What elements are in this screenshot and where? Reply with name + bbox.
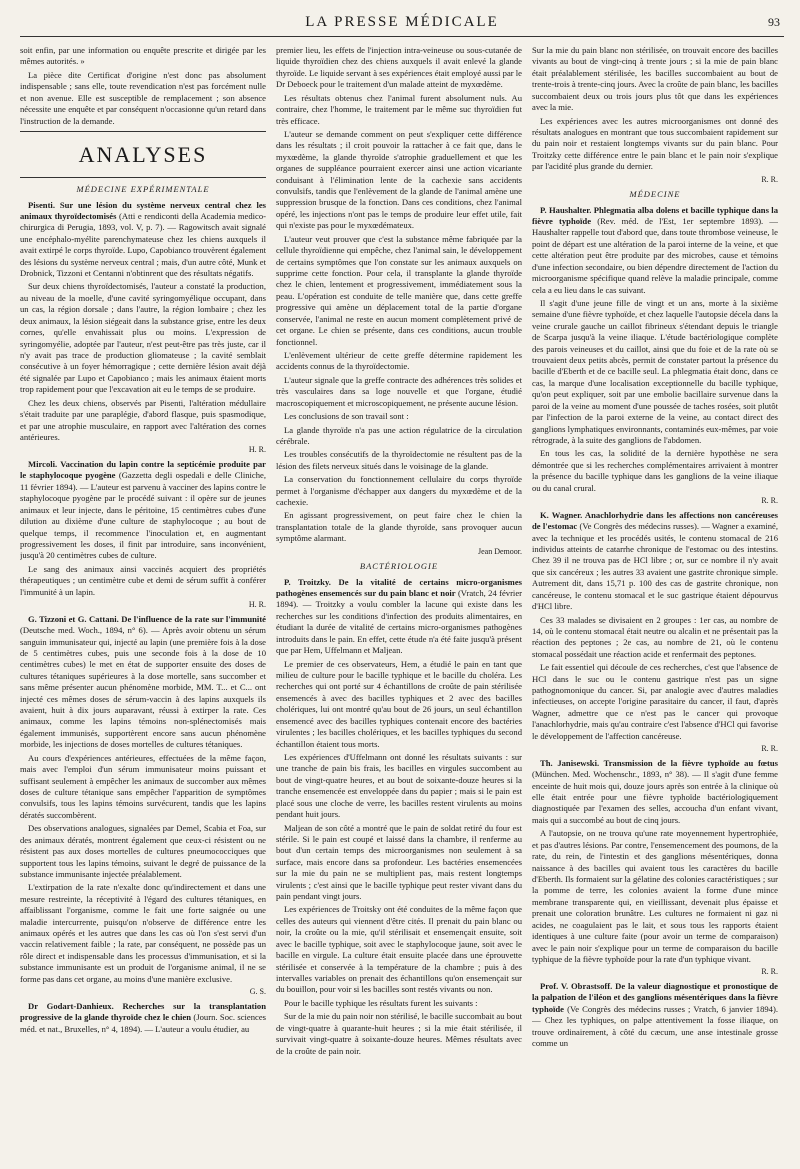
paragraph: Il s'agit d'une jeune fille de vingt et un ans, morte à la sixième semaine d'une fièvre typhoïde, et chez laquelle l'autopsie décela dans la veine crurale gauche un caillot fibrineux s'étendant depuis le triangle de Scarpa jusqu'à la veine iliaque. L'étude bactériologique complète des parois veineuses et du caillot, ainsi que du foie et de la rate où se trouvaient deux petits abcès, permit de constater partout la présence du bacille d'Eberth et de ce bacille seul. La phlegmatia était donc, dans ce cas, la marque d'une localisation exceptionnelle du bacille typhique, qu'on peut expliquer, soit par une embolie bacillaire survenue dans la paroi de la veine au moment d'une poussée de taches rosées, soit plutôt par l'infection de la paroi externe de la veine, au contact direct des ganglions lymphatiques environnants, contaminés eux-mêmes, par voie rétrograde, à la suite des ganglions de l'abdomen. [532, 297, 778, 445]
paragraph: Les résultats obtenus chez l'animal furent absolument nuls. Au contraire, chez l'homme, le traitement par le même suc thyroïdien fut très efficace. [276, 92, 522, 126]
paragraph: L'extirpation de la rate n'exalte donc qu'indirectement et dans une mesure restreinte, la réceptivité à l'égard des cultures tétaniques, en affaiblissant l'organisme, comme le fait une forte saignée ou une maladie intercurrente, puisqu'on n'observe de différence entre les animaux opérés et les autres que dans les cas où l'on s'est servi d'un vaccin relativement faible ; la rate, par conséquent, ne possède pas un rôle direct et indispensable dans les processus d'immunisation, et si la substance immunisante est un produit de l'organisme animal, il ne se forme pas dans cet organe, au moins d'une manière exclusive. [20, 882, 266, 984]
entry-title: G. Tizzoni et G. Cattani. De l'influence de la rate sur l'immunité [28, 613, 266, 624]
section-heading: MÉDECINE [629, 189, 681, 200]
paragraph: La conservation du fonctionnement cellulaire du corps thyroïde permet à l'organisme d'échapper aux dangers du myxœdème et de la cachexie. [276, 474, 522, 508]
analyses-heading: ANALYSES [20, 131, 266, 178]
paragraph: Sur deux chiens thyroïdectomisés, l'auteur a constaté la production, au niveau de la moelle, d'une cavité syringomyélique occupant, dans un cas, la région dorsale ; dans l'autre, la région lombaire ; chez les deux animaux, la lésion siégeait dans la substance grise, entre les deux cornes, qu'elle envahissait plus ou moins. L'expression de syringomyélie, adoptée par l'auteur, n'est peut-être pas très juste, car il n'y avait pas trace de production gliomateuse ; la cavité semblait consécutive à un foyer hémorragique ; cette dernière lésion avait déjà été signalée par Lupo et Capobianco ; mais les animaux étaient morts trop rapidement pour que l'excavation ait eu le temps de se produire. [20, 281, 266, 395]
paragraph: La glande thyroïde n'a pas une action régulatrice de la circulation cérébrale. [276, 424, 522, 446]
entry-body: (Ve Congrès des médecins russes ; Vratch, 6 janvier 1894). — Chez les typhiques, on palpe attentivement la fosse iliaque, on trouve ordinairement, à côté du cæcum, une anse intestinale grosse comme un [532, 1003, 778, 1049]
paragraph: Pour le bacille typhique les résultats furent les suivants : [284, 997, 478, 1008]
page-number: 93 [768, 15, 780, 29]
paragraph: L'auteur se demande comment on peut s'expliquer cette différence dans les résultats ; il croit pouvoir la rattacher à ce fait que, dans le myxœdème, la glande thyroïde s'atrophie graduellement et que les organes de suppléance pourraient exercer ainsi une action vicariante conduisant à l'élimination lente de la cachexie sans accidents convulsifs, tandis que l'enlèvement de la glande de l'animal amène une suppression brusque de la fonction. Dans ces conditions, chez l'animal opéré, les injections n'ont pas le temps de produire leur effet utile, fait qui n'existe pas pour le myxœdémateux. [276, 128, 522, 231]
paragraph: Le fait essentiel qui découle de ces recherches, c'est que l'absence de HCl dans le suc ou le contenu gastrique n'est pas un signe pathognomonique du cancer. Si, par analogie avec d'autres maladies infectieuses, on accepte l'origine parasitaire du cancer, il faut, d'après Wagner, admettre que ce n'est pas le cancer qui provoque l'anachlorhydrie, mais qu'au contraire c'est l'absence d'HCl qui favorise le développement de l'affection cancéreuse. [532, 662, 778, 741]
section-heading: MÉDECINE EXPÉRIMENTALE [76, 184, 210, 195]
signature: R. R. [761, 496, 778, 506]
paragraph: soit enfin, par une information ou enquête prescrite et dirigée par les mêmes autorités. » [20, 45, 266, 67]
entry-body: (München. Med. Wochenschr., 1893, n° 38). — Il s'agit d'une femme enceinte de huit mois qui, douze jours après son entrée à la clinique où elle était entrée pour une fièvre typhoïde bactériologiquement diagnostiquée par l'examen des selles, accoucha d'un enfant vivant, mais qui a succombé au bout de cinq jours. [532, 769, 778, 825]
entry-body: (Vratch, 24 février 1894). — Troitzky a voulu combler la lacune qui existe dans les recherches sur les conditions d'infection des produits alimentaires, en étudiant la durée de vitalité de certains micro-organismes pathogènes introduits dans le pain. En effet, cette étude n'a été faite jusqu'à présent que par Hem, Uffelmann et Maljean. [276, 588, 522, 656]
paragraph: En tous les cas, la solidité de la dernière hypothèse ne sera démontrée que si les recherches complémentaires arrivaient à montrer la présence du bacille typhique dans les ganglions de la veine iliaque ou du canal crural. [532, 448, 778, 493]
entry-title: Dr Godart-Danhieux. Recherches sur la transplantation progressive de la glande thyroïde chez le chien [20, 1000, 266, 1023]
paragraph: A l'autopsie, on ne trouva qu'une rate moyennement hypertrophiée, et pas d'autres lésions. Par contre, l'ensemencement des poumons, de la rate, du rein, de l'intestin et des ganglions mésentériques, donna naissance à des bacilles qui avaient tous les caractères du bacille d'Eberth. Ils formaient sur la gélatine des colonies caractéristiques ; sur la pomme de terre, les colonies avaient la forme d'une mince membrane transparente qui, en vieillissant, devenait plus épaisse et prenait une coloration brunâtre. Les cultures ne formaient ni gaz ni acides, ne coagulaient pas le lait, et sous tous les rapports étaient identiques à une culture faite (pour avoir un terme de comparaison) avec le pain noir s'explique pour un terme de comparaison du bacille typhique de la fièvre typhoïde pour la rate d'un typhique vivant. [532, 828, 778, 964]
entry-title: Pisenti. Sur une lésion du système nerveux central chez les animaux thyroïdectomisés [20, 199, 266, 221]
paragraph: Sur la mie du pain blanc non stérilisée, on trouvait encore des bacilles vivants au bout de vingt-cinq à trente jours ; si la mie de pain blanc était préalablement stérilisée, les bacilles succombaient au bout de trente-trois à trente-cinq jours. Avec la croûte de pain blanc, les bacilles succombaient deux ou trois jours plus tôt que dans les expériences avec la mie. [532, 45, 778, 113]
paragraph: Le sang des animaux ainsi vaccinés acquiert des propriétés thérapeutiques ; un centimètre cube et demi de sérum suffit à conférer l'immunité à un lapin. [20, 563, 266, 597]
paragraph: Au cours d'expériences antérieures, effectuées de la même façon, mais avec l'emploi d'un sérum immunisateur moins puissant et suffisant seulement à empêcher les animaux de succomber aux mêmes doses de culture tétanique sans empêcher l'apparition de symptômes convulsifs, tous les lapins témoins survécurent, tandis que les lapins dératés succombèrent. [20, 752, 266, 820]
publication-title: LA PRESSE MÉDICALE [305, 14, 499, 30]
paragraph: La pièce dite Certificat d'origine n'est donc pas absolument indispensable ; sans elle, toute revendication n'est pas forcément nulle et non avenue. Elle est susceptible de remplacement ; son absence nécessite une enquête et par conséquent n'occasionne qu'un retard dans l'instruction de la demande. [20, 69, 266, 126]
entry-title: P. Haushalter. Phlegmatia alba dolens et bacille typhique dans la fièvre typhoïde [532, 204, 778, 226]
paragraph: premier lieu, les effets de l'injection intra-veineuse ou sous-cutanée de liquide thyroïdien chez des chiens auxquels il avait enlevé la glande thyroïde. Le liquide servant à ses expériences était employé aussi par le Dr Deboeck pour le traitement d'un malade atteint de myxœdème. [276, 45, 522, 90]
entry-title: Prof. V. Obrastsoff. De la valeur diagnostique et pronostique de la palpation de l'iléon et des ganglions mésentériques dans la fièvre typhoïde [532, 981, 778, 1014]
entry-body: (Rev. méd. de l'Est, 1er septembre 1893). — Haushalter rappelle tout d'abord que, dans toute thrombose veineuse, le point de départ est une altération de la paroi interne de la veine, et que cette altération peut être produite par des microbes, cause et témoins d'une infection secondaire, ou bien dépendre directement de l'action du microorganisme spécifique quand relève la maladie principale, comme cela a eu lieu dans le cas suivant. [532, 215, 778, 295]
columns [20, 45, 784, 1165]
paragraph: Ces 33 malades se divisaient en 2 groupes : 1er cas, au nombre de 14, où le contenu stomacal était neutre ou alcalin et ne présentait pas la réaction des peptones ; 2e cas, au nombre de 21, où le contenu stomacal possédait une réaction acide et renfermait des peptones. [532, 614, 778, 659]
paragraph: Les expériences de Troitsky ont été conduites de la même façon que celles des auteurs qui viennent d'être cités. Il prenait du pain blanc ou noir, la croûte ou la mie, qu'il stérilisait et ensemençait ensuite, soit avec le bacille typhique, soit avec le staphylocoque jaune, soit avec le bacille en virgule. La culture était ensuite placée dans une éprouvette stérilisée et conservée à la température de la chambre ; puis à des intervalles variables on prenait des échantillons qu'on ensemençait sur du bouillon, pour voir si les bacilles sont restés vivants ou non. [276, 904, 522, 995]
column-3 [532, 45, 778, 1165]
paragraph: L'auteur signale que la greffe contracte des adhérences très solides et très vasculaires dans sa loge nouvelle et que l'organe, étudié macroscopiquement et microscopiquement, ne présente aucune lésion. [276, 374, 522, 408]
signature: R. R. [761, 744, 778, 754]
signature: G. S. [249, 987, 266, 997]
entry-title: Th. Janisewski. Transmission de la fièvre typhoïde au fœtus [540, 757, 778, 768]
paragraph: Les troubles consécutifs de la thyroïdectomie ne résultent pas de la lésion des filets nerveux situés dans le voisinage de la glande. [276, 449, 522, 471]
column-1 [20, 45, 266, 1165]
paragraph: Le premier de ces observateurs, Hem, a étudié le pain en tant que milieu de culture pour le bacille typhique et le bacille du choléra. Les recherches qui ont porté sur 4 échantillons de croûte de pain stérilisée ensemencés à avec des bacilles typhiques et 2 avec des bacilles cholériques, lui ont montré qu'au bout de 26 jours, un seul échantillon ensemencé avec des bacilles typhiques contenait encore des bactéries virulentes ; les bacilles cholériques, et les bacilles typhiques du second échantillon étaient tous morts. [276, 658, 522, 749]
paragraph: Les expériences avec les autres microorganismes ont donné des résultats analogues en montrant que tous succombaient rapidement sur du pain noir et restaient longtemps vivants sur du pain blanc. Pour Troitzky cette différence entre le pain blanc et le pain noir s'explique par l'acidité plus grande du dernier. [532, 115, 778, 172]
entry-body: (Journ. Soc. sciences méd. et nat., Bruxelles, n° 4, 1894). — L'auteur a voulu étudier, au [20, 1012, 266, 1034]
signature: H. R. [248, 600, 266, 610]
entry-body: (Deutsche med. Woch., 1894, n° 6). — Après avoir obtenu un sérum sanguin immunisateur qui, injecté au lapin (une première fois à la dose de 5 centimètres cubes, puis une seconde fois à la dose de 10 centimètres cubes) le met en état de supporter ensuite des doses de cultures tétaniques supérieures à la dose mortelle, sans succomber et sans même présenter aucun phénomène morbide, MM. T... et C... ont injecté ces mêmes doses de sérum-vaccin à des lapins auxquels ils avaient, huit à dix jours auparavant, réussi à extirper la rate. Ces animaux, comme les lapins témoins non-splénectomisés mais également immunisés, supportèrent encore sans aucun phénomène morbide, les injections de doses mortelles de cultures tétaniques. [20, 625, 266, 750]
paragraph: Chez les deux chiens, observés par Pisenti, l'altération médullaire s'était traduite par une paraplégie, d'abord flasque, puis spasmodique, et par une atrophie musculaire, en rapport avec l'altération des cornes antérieures. [20, 397, 266, 442]
entry-title: P. Troitzky. De la vitalité de certains micro-organismes pathogènes ensemencés sur du pain blanc et noir [276, 576, 522, 599]
entry-body: (Ve Congrès des médecins russes). — Wagner a examiné, avec la technique et les procédés usités, le contenu stomacal de 216 individus atteints de catarrhe chronique de l'estomac ou des intestins. Chez 39 il ne trouva pas de HCl libre ; or, sur ce nombre il n'y avait que six cancéreux ; les autres 33 avaient une gastrite chronique simple. Autrement dit, dans 15,71 p. 100 des cas de gastrite chronique, non cancéreuse, le contenu stomacal et le suc gastrique étaient dépourvus d'HCl libre. [532, 521, 778, 612]
signature: R. R. [761, 967, 778, 977]
paragraph: En agissant progressivement, on peut faire chez le chien la transplantation totale de la glande thyroïde, sans provoquer aucun symptôme alarmant. [276, 510, 522, 544]
signature: H. R. [248, 445, 266, 455]
paragraph: Sur de la mie du pain noir non stérilisé, le bacille succombait au bout de vingt-quatre à quarante-huit heures ; si la mie était stérilisée, il survivait vingt-quatre à soixante-douze heures. Mêmes résultats avec de la croûte de pain noir. [276, 1011, 522, 1056]
entry-body: (Gazzetta degli ospedali e delle Cliniche, 11 février 1894). — L'auteur est parvenu à vacciner des lapins contre le staphylocoque pyogène par le procédé suivant : il opère sur de jeunes animaux et leur injecte, dans le péritoine, 15 centimètres cubes d'une dilution au dixième d'une culture de staphylocoque ; au bout de quelque temps, il recommence l'inoculation et, en augmentant progressivement les doses, il finit par introduire, sans inconvénient, jusqu'à 20 centimètres cubes de culture. [20, 470, 266, 561]
paragraph: L'auteur veut prouver que c'est la substance même fabriquée par la cellule thyroïdienne qui empêche, chez l'animal sain, le développement de certains symptômes que l'on constate sur les animaux auxquels on supprime cette fonction. Pour cela, il transplante la glande thyroïde chez le chien, lentement et progressivement, immédiatement sous la peau. L'opération est conduite de telle manière que, dans cette greffe progressive qui amène un déplacement total de la partie d'organe conservée, l'animal ne reste en aucun moment complètement privé de cet organe. Le chien se présente, dans ces conditions, aucun trouble fonctionnel. [276, 233, 522, 347]
paragraph: L'enlèvement ultérieur de cette greffe détermine rapidement les accidents connus de la thyroïdectomie. [276, 349, 522, 372]
page-header [20, 14, 784, 37]
entry-body: (Atti e rendiconti della Academia medico-chirurgica di Perugia, 1893, vol. V, p. 7). — Ragowitsch avait signalé une encéphalo-myélite parenchymateuse chez les chiens auxquels il avait extirpé le corps thyroïde. Lupo, Capobianco trouvèrent également des lésions du système nerveux central ; mais, d'un autre côté, Munk et Drobnick, Tizzoni et Centanni n'obtinrent que des résultats négatifs. [20, 210, 266, 279]
entry-title: Mircoli. Vaccination du lapin contre la septicémie produite par le staphylocoque pyogène [20, 458, 266, 481]
section-heading: BACTÉRIOLOGIE [359, 561, 439, 572]
paragraph: Les expériences d'Uffelmann ont donné les résultats suivants : sur une tranche de pain bis frais, les bacilles en virgules succombent au bout de vingt-quatre heures, et au bout de soixante-douze heures si la tranche ensemencée est enveloppée dans du papier ; mais si le pain est placé sous une cloche de verre, les bacilles restent virulents au moins pendant huit jours. [276, 751, 522, 820]
paragraph: Des observations analogues, signalées par Demel, Scabia et Foa, sur des animaux dératés, montrent également que ceux-ci résistent ou ne résistent pas aux doses mortelles de cultures pneumococciques que supportent tous les lapins témoins, suivant le degré de puissance de la substance immunisante injectée préalablement. [20, 823, 266, 879]
column-2 [276, 45, 522, 1165]
signature: Jean Demoor. [478, 546, 522, 556]
entry-title: K. Wagner. Anachlorhydrie dans les affections non cancéreuses de l'estomac [532, 509, 778, 532]
paragraph: Maljean de son côté a montré que le pain de soldat retiré du four est stérile. Si le pain est coupé et laissé dans la chambre, il renferme au bout d'un certain temps des microorganismes non seulement à sa surface, mais encore dans sa profondeur. Les bactéries ensemencées sur la mie du pain ne se multiplient pas, mais restent longtemps virulents ; c'est ainsi que le bacille typhique peut rester vivant dans du pain pendant vingt jours. [276, 822, 522, 902]
signature: R. R. [761, 174, 778, 184]
paragraph: Les conclusions de son travail sont : [284, 411, 409, 422]
